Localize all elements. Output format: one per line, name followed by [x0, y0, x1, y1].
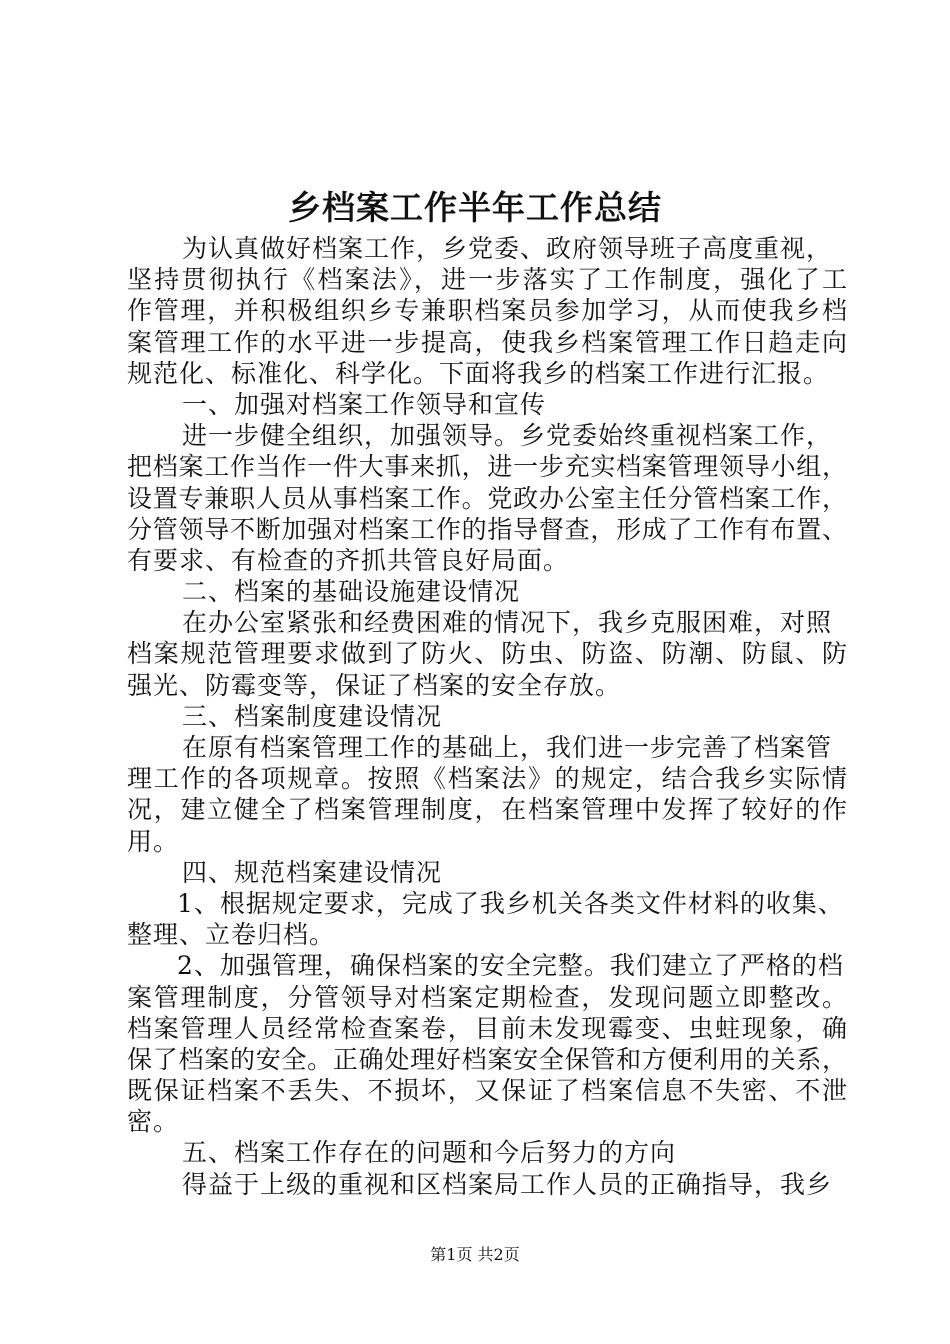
paragraph-line: 1、根据规定要求，完成了我乡机关各类文件材料的收集、: [177, 888, 844, 918]
paragraph-line: 案管理制度，分管领导对档案定期检查，发现问题立即整改。: [127, 982, 847, 1012]
paragraph-line: 况，建立健全了档案管理制度，在档案管理中发挥了较好的作: [127, 795, 847, 825]
paragraph-line: 有要求、有检查的齐抓共管良好局面。: [127, 545, 570, 575]
paragraph-line: 密。: [127, 1107, 180, 1137]
paragraph-line: 档案规范管理要求做到了防火、防虫、防盗、防潮、防鼠、防: [127, 639, 847, 669]
section-heading: 三、档案制度建设情况: [182, 701, 443, 731]
section-heading: 一、加强对档案工作领导和宣传: [182, 389, 547, 419]
paragraph-line: 档案管理人员经常检查案卷，目前未发现霉变、虫蛀现象，确: [127, 1013, 847, 1043]
paragraph-line: 保了档案的安全。正确处理好档案安全保管和方便利用的关系，: [127, 1044, 847, 1074]
paragraph-line: 分管领导不断加强对档案工作的指导督查，形成了工作有布置、: [127, 514, 847, 544]
paragraph-line: 用。: [127, 826, 180, 856]
paragraph-line: 进一步健全组织，加强领导。乡党委始终重视档案工作，: [182, 421, 833, 451]
document-title: 乡档案工作半年工作总结: [288, 188, 662, 227]
paragraph-line: 整理、立卷归档。: [127, 920, 336, 950]
paragraph-line: 案管理工作的水平进一步提高，使我乡档案管理工作日趋走向: [127, 327, 847, 357]
paragraph-line: 在办公室紧张和经费困难的情况下，我乡克服困难，对照: [182, 608, 833, 638]
section-heading: 五、档案工作存在的问题和今后努力的方向: [182, 1138, 677, 1168]
paragraph-line: 坚持贯彻执行《档案法》，进一步落实了工作制度，强化了工: [127, 265, 847, 295]
paragraph-line: 设置专兼职人员从事档案工作。党政办公室主任分管档案工作，: [127, 483, 847, 513]
document-body: [127, 233, 847, 1200]
paragraph-line: 在原有档案管理工作的基础上，我们进一步完善了档案管: [182, 733, 833, 762]
paragraph-line: 把档案工作当作一件大事来抓，进一步充实档案管理领导小组，: [127, 452, 847, 482]
paragraph-line: 作管理，并积极组织乡专兼职档案员参加学习，从而使我乡档: [127, 296, 847, 326]
paragraph-line: 强光、防霉变等，保证了档案的安全存放。: [127, 670, 622, 700]
section-heading: 二、档案的基础设施建设情况: [182, 577, 521, 607]
paragraph-line: 既保证档案不丢失、不损坏，又保证了档案信息不失密、不泄: [127, 1076, 847, 1106]
paragraph-line: 得益于上级的重视和区档案局工作人员的正确指导，我乡: [182, 1169, 833, 1199]
paragraph-line: 理工作的各项规章。按照《档案法》的规定，结合我乡实际情: [127, 764, 847, 794]
section-heading: 四、规范档案建设情况: [182, 857, 443, 887]
paragraph-line: 2、加强管理，确保档案的安全完整。我们建立了严格的档: [177, 951, 844, 981]
page-number-footer: 第1页 共2页: [430, 1245, 520, 1264]
paragraph-line: 规范化、标准化、科学化。下面将我乡的档案工作进行汇报。: [127, 358, 830, 388]
paragraph-line: 为认真做好档案工作，乡党委、政府领导班子高度重视，: [182, 234, 833, 263]
